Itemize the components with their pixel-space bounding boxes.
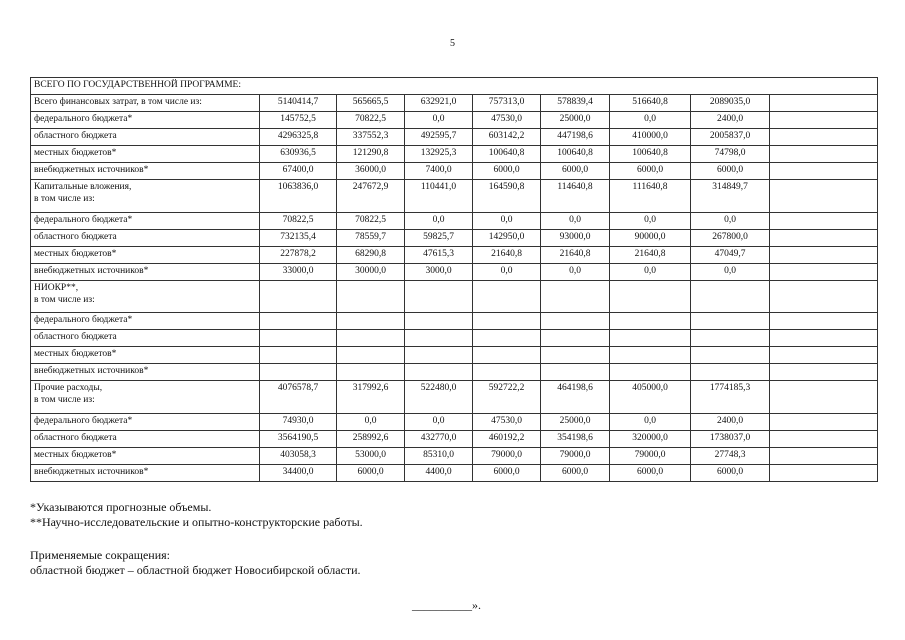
cell-value [770,431,878,448]
cell-value [770,213,878,230]
cell-value [691,313,770,330]
abbreviations [30,548,361,578]
cell-value: 464198,6 [541,381,610,414]
cell-value: 93000,0 [541,230,610,247]
cell-value: 114640,8 [541,180,610,213]
row-label [31,448,260,465]
cell-value [337,313,405,330]
cell-value: 34400,0 [260,465,337,482]
cell-value: 74798,0 [691,146,770,163]
cell-value [541,330,610,347]
table-row [31,448,878,465]
row-label [31,213,260,230]
cell-value: 314849,7 [691,180,770,213]
table-header: ВСЕГО ПО ГОСУДАРСТВЕННОЙ ПРОГРАММЕ: [31,78,878,95]
cell-value [770,465,878,482]
table-row [31,381,878,414]
cell-value: 337552,3 [337,129,405,146]
cell-value: 2005837,0 [691,129,770,146]
table-header-row [31,78,878,95]
table-row [31,95,878,112]
row-label-text: внебюджетных источников* [34,165,149,175]
cell-value: 47049,7 [691,247,770,264]
table-row [31,347,878,364]
cell-value: 267800,0 [691,230,770,247]
cell-value [770,180,878,213]
cell-value: 30000,0 [337,264,405,281]
cell-value [610,281,691,313]
cell-value: 6000,0 [337,465,405,482]
row-label-text: федерального бюджета* [34,416,133,426]
abbreviations-item: областной бюджет – областной бюджет Новосибирской области. [30,563,361,577]
financial-table [30,77,878,482]
cell-value [770,112,878,129]
cell-value: 100640,8 [541,146,610,163]
cell-value: 47615,3 [405,247,473,264]
cell-value: 432770,0 [405,431,473,448]
cell-value: 111640,8 [610,180,691,213]
cell-value: 47530,0 [473,414,541,431]
cell-value [691,364,770,381]
cell-value: 2400,0 [691,112,770,129]
cell-value [770,95,878,112]
row-label-text: местных бюджетов* [34,148,117,158]
cell-value: 70822,5 [337,213,405,230]
cell-value: 632921,0 [405,95,473,112]
table-row [31,313,878,330]
cell-value [405,281,473,313]
cell-value: 0,0 [337,414,405,431]
row-label [31,230,260,247]
cell-value [770,414,878,431]
cell-value: 79000,0 [541,448,610,465]
cell-value [770,163,878,180]
cell-value: 100640,8 [610,146,691,163]
cell-value: 1063836,0 [260,180,337,213]
cell-value [691,330,770,347]
cell-value [260,281,337,313]
cell-value: 21640,8 [473,247,541,264]
cell-value: 0,0 [691,213,770,230]
row-label-text: местных бюджетов* [34,450,117,460]
table-row [31,414,878,431]
cell-value: 320000,0 [610,431,691,448]
row-label [31,414,260,431]
cell-value [337,281,405,313]
cell-value: 100640,8 [473,146,541,163]
cell-value [405,364,473,381]
cell-value: 90000,0 [610,230,691,247]
cell-value [337,330,405,347]
end-mark: __________». [412,598,481,612]
cell-value: 578839,4 [541,95,610,112]
row-label [31,313,260,330]
cell-value [337,347,405,364]
cell-value: 6000,0 [541,163,610,180]
row-label-text: областного бюджета [34,232,117,242]
cell-value: 3564190,5 [260,431,337,448]
cell-value: 74930,0 [260,414,337,431]
row-label-subtext: в том числе из: [34,194,95,204]
cell-value: 121290,8 [337,146,405,163]
cell-value: 47530,0 [473,112,541,129]
cell-value: 1774185,3 [691,381,770,414]
cell-value [541,281,610,313]
cell-value: 354198,6 [541,431,610,448]
cell-value [541,313,610,330]
table-row [31,247,878,264]
row-label-text: областного бюджета [34,332,117,342]
footnote-niokr: **Научно-исследовательские и опытно-конструкторские работы. [30,515,363,529]
cell-value: 405000,0 [610,381,691,414]
cell-value [770,381,878,414]
cell-value: 0,0 [541,264,610,281]
row-label [31,381,260,414]
cell-value: 492595,7 [405,129,473,146]
row-label [31,129,260,146]
row-label-text: внебюджетных источников* [34,366,149,376]
cell-value: 79000,0 [610,448,691,465]
cell-value: 6000,0 [691,465,770,482]
cell-value [770,230,878,247]
cell-value: 142950,0 [473,230,541,247]
cell-value: 410000,0 [610,129,691,146]
cell-value: 0,0 [610,414,691,431]
row-label-subtext: в том числе из: [34,395,95,405]
row-label-text: федерального бюджета* [34,215,133,225]
cell-value: 164590,8 [473,180,541,213]
cell-value: 247672,9 [337,180,405,213]
cell-value: 0,0 [473,213,541,230]
table-row [31,465,878,482]
table-row [31,180,878,213]
cell-value: 2400,0 [691,414,770,431]
cell-value: 4400,0 [405,465,473,482]
cell-value [405,330,473,347]
cell-value: 565665,5 [337,95,405,112]
cell-value [770,129,878,146]
cell-value: 460192,2 [473,431,541,448]
table-row [31,330,878,347]
cell-value: 6000,0 [473,163,541,180]
cell-value [337,364,405,381]
cell-value: 258992,6 [337,431,405,448]
cell-value: 78559,7 [337,230,405,247]
row-label [31,146,260,163]
cell-value [473,364,541,381]
cell-value: 0,0 [691,264,770,281]
cell-value [473,281,541,313]
row-label-text: областного бюджета [34,433,117,443]
abbreviations-title: Применяемые сокращения: [30,548,171,562]
table-row [31,146,878,163]
row-label-text: федерального бюджета* [34,315,133,325]
cell-value [770,281,878,313]
cell-value: 6000,0 [473,465,541,482]
cell-value: 27748,3 [691,448,770,465]
row-label [31,330,260,347]
row-label [31,180,260,213]
cell-value [610,313,691,330]
cell-value: 6000,0 [691,163,770,180]
cell-value: 757313,0 [473,95,541,112]
cell-value: 0,0 [405,112,473,129]
cell-value: 7400,0 [405,163,473,180]
row-label [31,264,260,281]
table-row [31,112,878,129]
cell-value [770,364,878,381]
row-label-text: федерального бюджета* [34,114,133,124]
financial-table-body [31,78,878,482]
row-label [31,163,260,180]
cell-value: 85310,0 [405,448,473,465]
cell-value: 53000,0 [337,448,405,465]
cell-value: 0,0 [405,213,473,230]
row-label [31,112,260,129]
cell-value: 227878,2 [260,247,337,264]
cell-value: 732135,4 [260,230,337,247]
cell-value [770,448,878,465]
cell-value: 4076578,7 [260,381,337,414]
cell-value [770,264,878,281]
cell-value [405,313,473,330]
cell-value: 403058,3 [260,448,337,465]
row-label-text: Прочие расходы, [34,383,103,393]
cell-value [473,330,541,347]
table-row [31,281,878,313]
table-row [31,431,878,448]
row-label-text: Капитальные вложения, [34,182,132,192]
row-label-text: внебюджетных источников* [34,467,149,477]
cell-value [260,364,337,381]
cell-value: 3000,0 [405,264,473,281]
cell-value [691,347,770,364]
row-label-text: местных бюджетов* [34,349,117,359]
footnote-forecast: *Указываются прогнозные объемы. [30,500,212,514]
cell-value [405,347,473,364]
cell-value: 630936,5 [260,146,337,163]
cell-value [610,364,691,381]
cell-value: 2089035,0 [691,95,770,112]
cell-value [260,330,337,347]
cell-value: 70822,5 [260,213,337,230]
cell-value: 0,0 [541,213,610,230]
cell-value: 6000,0 [610,465,691,482]
cell-value: 25000,0 [541,112,610,129]
cell-value [610,347,691,364]
cell-value: 0,0 [610,213,691,230]
cell-value [770,146,878,163]
row-label [31,247,260,264]
row-label-text: Всего финансовых затрат, в том числе из: [34,97,202,107]
cell-value: 21640,8 [610,247,691,264]
row-label [31,347,260,364]
cell-value: 5140414,7 [260,95,337,112]
table-row [31,230,878,247]
cell-value: 67400,0 [260,163,337,180]
cell-value: 0,0 [610,264,691,281]
cell-value [770,247,878,264]
cell-value: 68290,8 [337,247,405,264]
cell-value: 25000,0 [541,414,610,431]
row-label [31,281,260,313]
cell-value: 132925,3 [405,146,473,163]
row-label-text: местных бюджетов* [34,249,117,259]
cell-value: 59825,7 [405,230,473,247]
cell-value: 36000,0 [337,163,405,180]
cell-value: 4296325,8 [260,129,337,146]
row-label-subtext: в том числе из: [34,295,95,305]
cell-value: 447198,6 [541,129,610,146]
cell-value [770,313,878,330]
cell-value [691,281,770,313]
row-label [31,364,260,381]
cell-value [541,347,610,364]
table-row [31,213,878,230]
cell-value [541,364,610,381]
cell-value: 516640,8 [610,95,691,112]
cell-value: 33000,0 [260,264,337,281]
cell-value: 1738037,0 [691,431,770,448]
row-label-text: областного бюджета [34,131,117,141]
cell-value: 603142,2 [473,129,541,146]
cell-value: 0,0 [405,414,473,431]
cell-value [770,330,878,347]
row-label [31,95,260,112]
table-row [31,129,878,146]
row-label [31,465,260,482]
cell-value [473,347,541,364]
table-row [31,364,878,381]
row-label-text: НИОКР**, [34,283,79,293]
cell-value: 110441,0 [405,180,473,213]
row-label [31,431,260,448]
cell-value: 6000,0 [541,465,610,482]
cell-value [770,347,878,364]
cell-value [473,313,541,330]
footnotes [30,500,363,530]
cell-value: 6000,0 [610,163,691,180]
cell-value: 79000,0 [473,448,541,465]
cell-value: 70822,5 [337,112,405,129]
cell-value: 592722,2 [473,381,541,414]
page-number: 5 [450,38,455,49]
cell-value: 145752,5 [260,112,337,129]
cell-value: 21640,8 [541,247,610,264]
table-row [31,163,878,180]
cell-value: 317992,6 [337,381,405,414]
cell-value: 0,0 [473,264,541,281]
cell-value [610,330,691,347]
cell-value [260,313,337,330]
row-label-text: внебюджетных источников* [34,266,149,276]
cell-value: 0,0 [610,112,691,129]
cell-value [260,347,337,364]
cell-value: 522480,0 [405,381,473,414]
table-row [31,264,878,281]
